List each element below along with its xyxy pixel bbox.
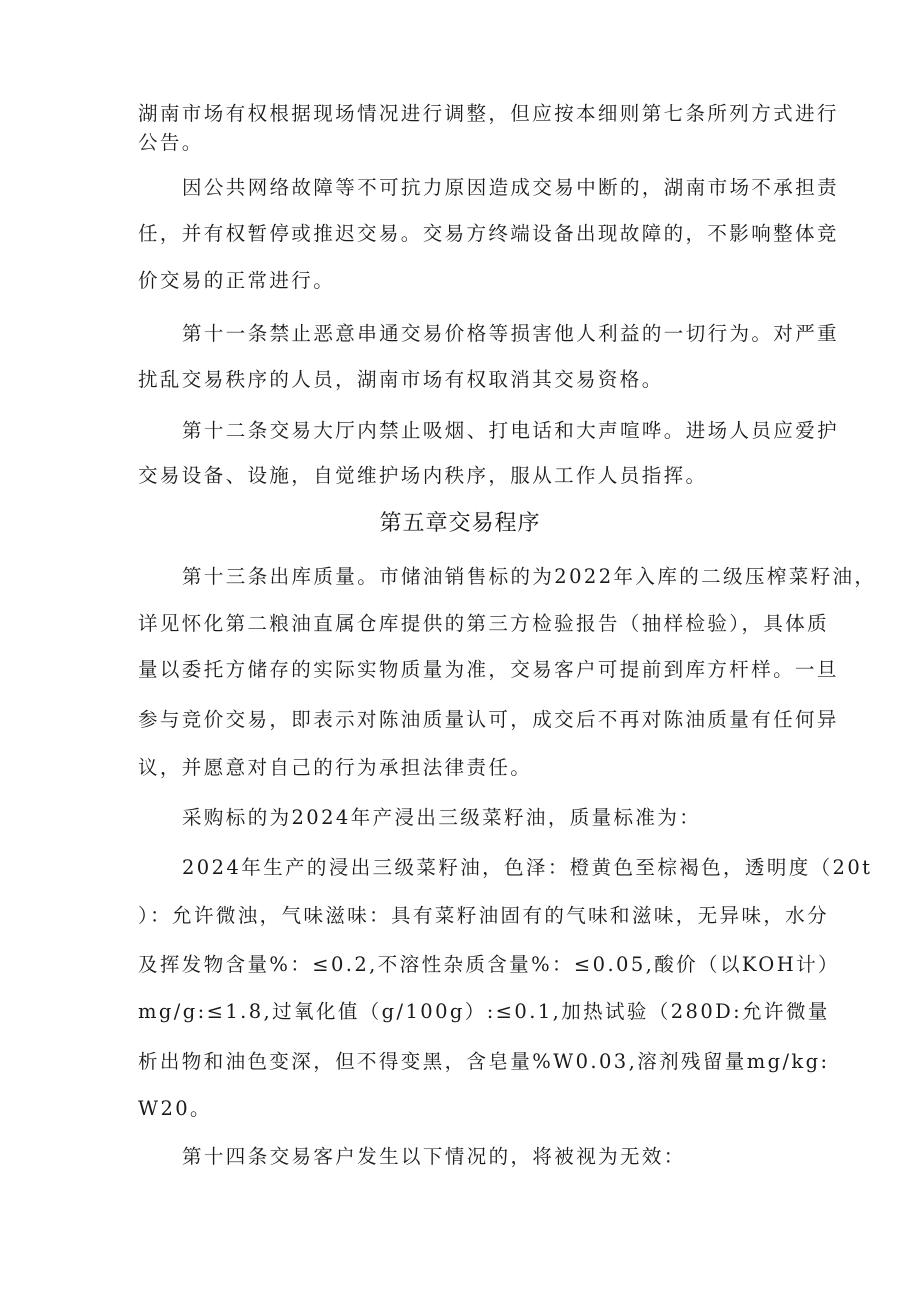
text-line: 议，并愿意对自己的行为承担法律责任。	[138, 756, 533, 779]
text-line: 湖南市场有权根据现场情况进行调整，但应按本细则第七条所列方式进行	[138, 102, 839, 125]
text-line: 采购标的为2024年产浸出三级菜籽油，质量标准为：	[182, 806, 702, 829]
text-line: 及挥发物含量%：≤0.2,不溶性杂质含量%：≤0.05,酸价（以KOH计）	[138, 953, 840, 976]
text-line: 扰乱交易秩序的人员，湖南市场有权取消其交易资格。	[138, 368, 664, 391]
text-line: 参与竞价交易，即表示对陈油质量认可，成交后不再对陈油质量有任何异	[138, 708, 839, 731]
text-line: 详见怀化第二粮油直属仓库提供的第三方检验报告（抽样检验），具体质	[138, 612, 830, 635]
text-line: 第十二条交易大厅内禁止吸烟、打电话和大声喧哗。进场人员应爱护	[182, 419, 840, 442]
text-line: 量以委托方储存的实际实物质量为准，交易客户可提前到库方杆样。一旦	[138, 658, 839, 681]
text-line: 第十一条禁止恶意串通交易价格等损害他人利益的一切行为。对严重	[182, 322, 840, 345]
text-line: 价交易的正常进行。	[138, 269, 336, 292]
text-line: mg/g:≤1.8,过氧化值（g/100g）:≤0.1,加热试验（280D:允许微量	[138, 1000, 830, 1023]
text-line: 任，并有权暂停或推迟交易。交易方终端设备出现故障的，不影响整体竞	[138, 222, 839, 245]
text-line: 析出物和油色变深，但不得变黑，含皂量%W0.03,溶剂残留量mg/kg:	[138, 1050, 830, 1073]
chapter-title: 第五章交易程序	[379, 511, 541, 536]
text-line: W20。	[138, 1097, 212, 1120]
text-line: 因公共网络故障等不可抗力原因造成交易中断的，湖南市场不承担责	[182, 176, 840, 199]
text-line: 2024年生产的浸出三级菜籽油，色泽：橙黄色至棕褐色，透明度（20t	[182, 856, 873, 879]
text-line: 第十三条出库质量。市储油销售标的为2022年入库的二级压榨菜籽油，	[182, 565, 877, 588]
text-line: 公告。	[138, 131, 204, 154]
text-line: 交易设备、设施，自觉维护场内秩序，服从工作人员指挥。	[138, 464, 708, 487]
text-line: ）：允许微浊，气味滋味：具有菜籽油固有的气味和滋味，无异味，水分	[138, 904, 830, 927]
text-line: 第十四条交易客户发生以下情况的，将被视为无效：	[182, 1145, 686, 1168]
